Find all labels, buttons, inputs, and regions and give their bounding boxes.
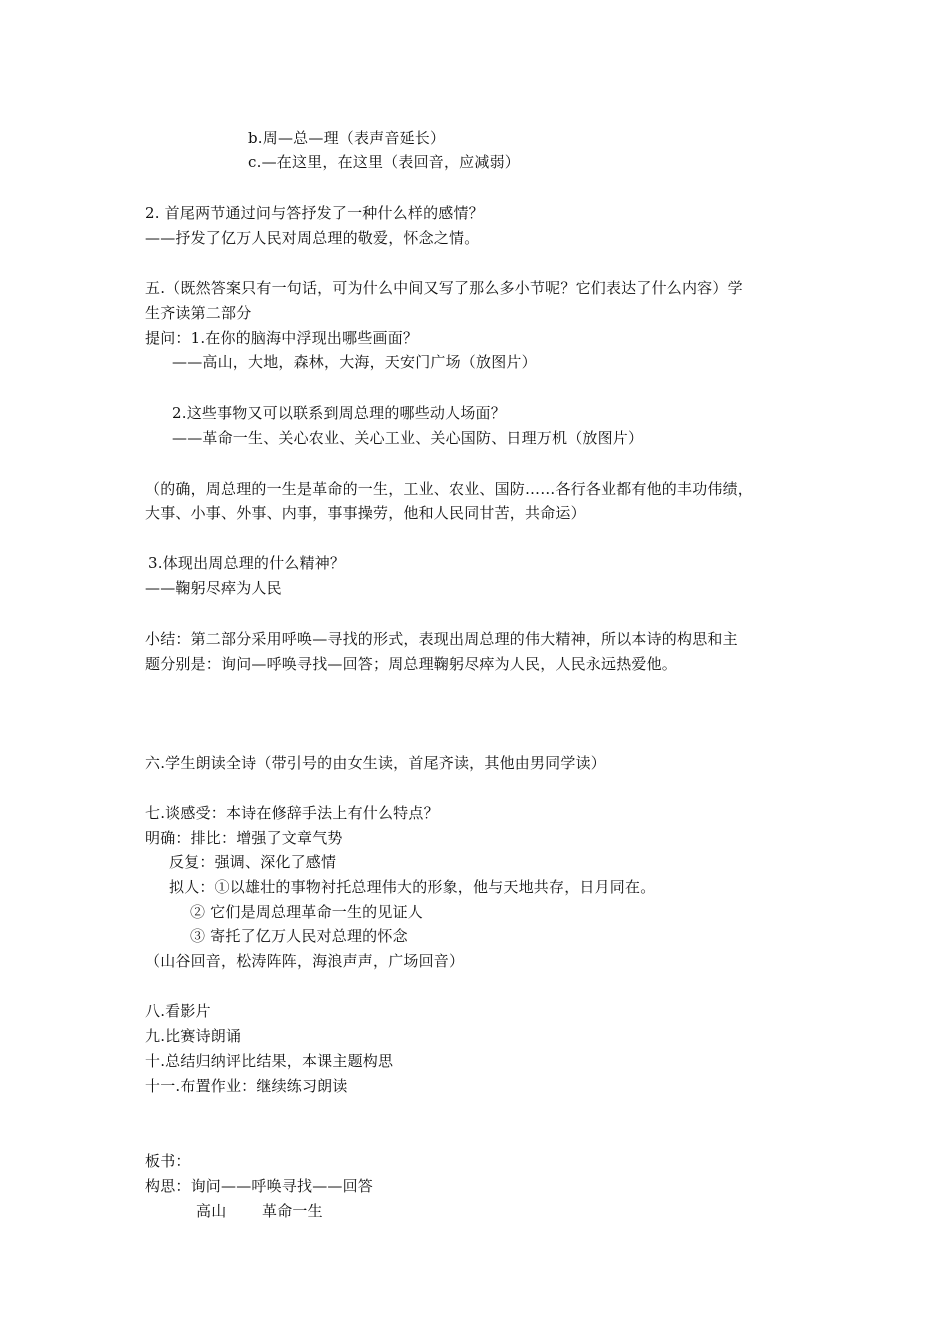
text-line: ② 它们是周总理革命一生的见证人 [190,903,423,921]
text-line: （的确，周总理的一生是革命的一生，工业、农业、国防……各行各业都有他的丰功伟绩， [145,480,754,498]
text-line: 2.这些事物又可以联系到周总理的哪些动人场面？ [172,404,506,422]
text-line: 拟人：①以雄壮的事物衬托总理伟大的形象，他与天地共存，日月同在。 [169,878,656,896]
text-line: 3.体现出周总理的什么精神？ [148,554,346,572]
text-line: ——鞠躬尽瘁为人民 [145,579,282,597]
text-line: c.—在这里，在这里（表回音，应减弱） [248,153,520,171]
text-line: b.周—总—理（表声音延长） [248,129,446,147]
text-line: （山谷回音，松涛阵阵，海浪声声，广场回音） [145,952,465,970]
text-line: 题分别是：询问—呼唤寻找—回答；周总理鞠躬尽瘁为人民，人民永远热爱他。 [145,655,678,673]
text-line: 八.看影片 [145,1002,211,1020]
text-line: 反复：强调、深化了感情 [169,853,337,871]
text-line: 革命一生 [262,1202,323,1220]
text-line: 小结：第二部分采用呼唤—寻找的形式，表现出周总理的伟大精神，所以本诗的构思和主 [145,630,738,648]
text-line: 大事、小事、外事、内事，事事操劳，他和人民同甘苦，共命运） [145,504,586,522]
text-line: 高山 [196,1202,227,1220]
text-line: 明确：排比：增强了文章气势 [145,829,343,847]
text-line: 五.（既然答案只有一句话，可为什么中间又写了那么多小节呢？它们表达了什么内容）学 [145,279,743,297]
text-line: 板书： [145,1152,191,1170]
text-line: 十一.布置作业：继续练习朗读 [145,1077,348,1095]
text-line: 构思：询问——呼唤寻找——回答 [145,1177,374,1195]
text-line: 十.总结归纳评比结果，本课主题构思 [145,1052,394,1070]
text-line: ③ 寄托了亿万人民对总理的怀念 [190,927,408,945]
text-line: 2. 首尾两节通过问与答抒发了一种什么样的感情？ [145,204,484,222]
text-line: 六.学生朗读全诗（带引号的由女生读，首尾齐读，其他由男同学读） [145,754,606,772]
text-line: ——革命一生、关心农业、关心工业、关心国防、日理万机（放图片） [172,429,644,447]
text-line: 提问：1.在你的脑海中浮现出哪些画面？ [145,329,419,347]
text-line: 九.比赛诗朗诵 [145,1027,242,1045]
text-line: 生齐读第二部分 [145,304,252,322]
text-line: ——抒发了亿万人民对周总理的敬爱，怀念之情。 [145,229,480,247]
text-line: ——高山，大地，森林，大海，天安门广场（放图片） [172,353,537,371]
text-line: 七.谈感受：本诗在修辞手法上有什么特点？ [145,804,439,822]
